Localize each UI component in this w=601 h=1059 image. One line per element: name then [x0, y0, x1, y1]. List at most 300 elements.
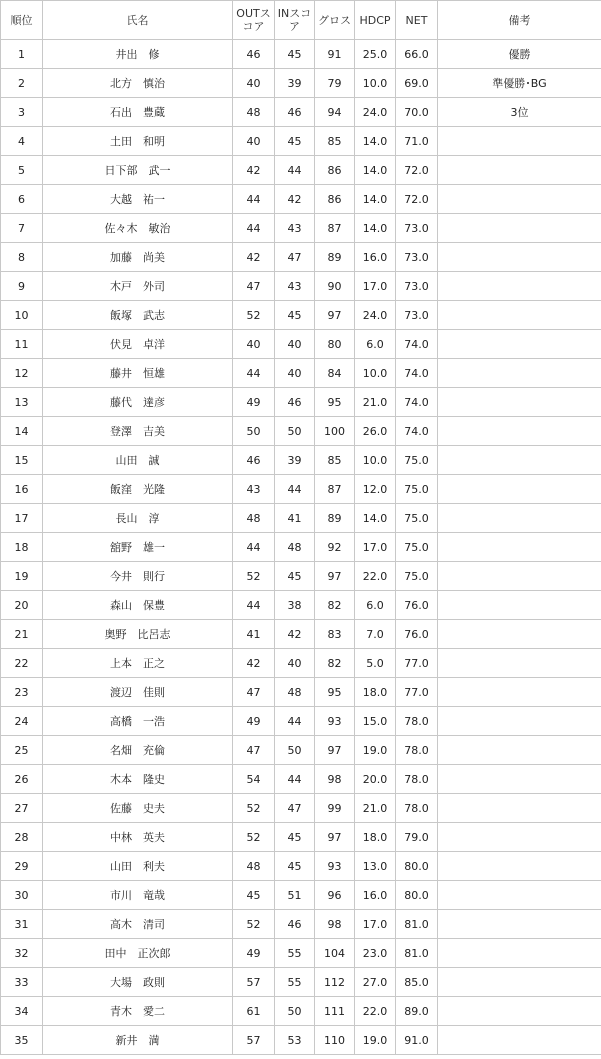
name-cell: 長山 淳: [43, 504, 233, 533]
table-row: [1, 533, 601, 562]
hdcp-cell: 6.0: [355, 591, 396, 620]
out-score-cell: 57: [233, 968, 275, 997]
gross-cell: 79: [315, 69, 355, 98]
header-note: 備考: [438, 1, 601, 40]
name-cell: 伏見 卓洋: [43, 330, 233, 359]
net-cell: 78.0: [396, 707, 438, 736]
rank-cell: 9: [1, 272, 43, 301]
gross-cell: 104: [315, 939, 355, 968]
name-cell: 山田 誠: [43, 446, 233, 475]
rank-cell: 18: [1, 533, 43, 562]
net-cell: 74.0: [396, 388, 438, 417]
gross-cell: 111: [315, 997, 355, 1026]
out-score-cell: 48: [233, 98, 275, 127]
in-score-cell: 43: [275, 272, 315, 301]
table-row: [1, 823, 601, 852]
in-score-cell: 46: [275, 98, 315, 127]
note-cell: [438, 591, 601, 620]
note-cell: [438, 997, 601, 1026]
net-cell: 78.0: [396, 794, 438, 823]
gross-cell: 86: [315, 185, 355, 214]
in-score-cell: 44: [275, 707, 315, 736]
hdcp-cell: 14.0: [355, 127, 396, 156]
table-row: [1, 417, 601, 446]
rank-cell: 8: [1, 243, 43, 272]
header-name: 氏名: [43, 1, 233, 40]
table-row: [1, 243, 601, 272]
out-score-cell: 42: [233, 156, 275, 185]
hdcp-cell: 17.0: [355, 533, 396, 562]
net-cell: 72.0: [396, 156, 438, 185]
gross-cell: 91: [315, 40, 355, 69]
hdcp-cell: 21.0: [355, 794, 396, 823]
hdcp-cell: 16.0: [355, 881, 396, 910]
net-cell: 91.0: [396, 1026, 438, 1055]
in-score-cell: 48: [275, 678, 315, 707]
rank-cell: 29: [1, 852, 43, 881]
in-score-cell: 40: [275, 649, 315, 678]
out-score-cell: 44: [233, 359, 275, 388]
note-cell: [438, 794, 601, 823]
name-cell: 井出 修: [43, 40, 233, 69]
gross-cell: 93: [315, 707, 355, 736]
table-row: [1, 794, 601, 823]
in-score-cell: 45: [275, 40, 315, 69]
in-score-cell: 45: [275, 852, 315, 881]
hdcp-cell: 17.0: [355, 272, 396, 301]
header-gross: グロス: [315, 1, 355, 40]
table-row: [1, 214, 601, 243]
gross-cell: 92: [315, 533, 355, 562]
rank-cell: 24: [1, 707, 43, 736]
rank-cell: 19: [1, 562, 43, 591]
note-cell: [438, 330, 601, 359]
hdcp-cell: 18.0: [355, 678, 396, 707]
name-cell: 山田 利夫: [43, 852, 233, 881]
table-row: [1, 620, 601, 649]
table-body: [1, 40, 601, 1055]
rank-cell: 16: [1, 475, 43, 504]
hdcp-cell: 19.0: [355, 1026, 396, 1055]
rank-cell: 26: [1, 765, 43, 794]
rank-cell: 3: [1, 98, 43, 127]
net-cell: 71.0: [396, 127, 438, 156]
out-score-cell: 46: [233, 40, 275, 69]
rank-cell: 35: [1, 1026, 43, 1055]
gross-cell: 110: [315, 1026, 355, 1055]
hdcp-cell: 24.0: [355, 301, 396, 330]
rank-cell: 31: [1, 910, 43, 939]
note-cell: [438, 765, 601, 794]
rank-cell: 11: [1, 330, 43, 359]
note-cell: 優勝: [438, 40, 601, 69]
gross-cell: 82: [315, 649, 355, 678]
net-cell: 70.0: [396, 98, 438, 127]
rank-cell: 21: [1, 620, 43, 649]
net-cell: 74.0: [396, 330, 438, 359]
net-cell: 75.0: [396, 533, 438, 562]
out-score-cell: 47: [233, 272, 275, 301]
rank-cell: 22: [1, 649, 43, 678]
table-row: [1, 301, 601, 330]
note-cell: [438, 852, 601, 881]
note-cell: [438, 910, 601, 939]
out-score-cell: 42: [233, 649, 275, 678]
name-cell: 藤代 達彦: [43, 388, 233, 417]
name-cell: 森山 保豊: [43, 591, 233, 620]
rank-cell: 27: [1, 794, 43, 823]
note-cell: [438, 620, 601, 649]
rank-cell: 1: [1, 40, 43, 69]
gross-cell: 100: [315, 417, 355, 446]
name-cell: 大場 政則: [43, 968, 233, 997]
note-cell: [438, 272, 601, 301]
note-cell: [438, 156, 601, 185]
table-row: [1, 939, 601, 968]
rank-cell: 20: [1, 591, 43, 620]
hdcp-cell: 27.0: [355, 968, 396, 997]
table-row: [1, 272, 601, 301]
net-cell: 89.0: [396, 997, 438, 1026]
out-score-cell: 45: [233, 881, 275, 910]
in-score-cell: 50: [275, 417, 315, 446]
name-cell: 舘野 雄一: [43, 533, 233, 562]
gross-cell: 97: [315, 736, 355, 765]
out-score-cell: 52: [233, 823, 275, 852]
name-cell: 今井 則行: [43, 562, 233, 591]
table-row: [1, 562, 601, 591]
rank-cell: 23: [1, 678, 43, 707]
table-row: [1, 910, 601, 939]
hdcp-cell: 26.0: [355, 417, 396, 446]
in-score-cell: 45: [275, 823, 315, 852]
gross-cell: 95: [315, 388, 355, 417]
out-score-cell: 44: [233, 533, 275, 562]
rank-cell: 14: [1, 417, 43, 446]
in-score-cell: 50: [275, 736, 315, 765]
net-cell: 74.0: [396, 417, 438, 446]
note-cell: [438, 243, 601, 272]
out-score-cell: 50: [233, 417, 275, 446]
rank-cell: 32: [1, 939, 43, 968]
gross-cell: 97: [315, 823, 355, 852]
table-row: [1, 127, 601, 156]
table-row: [1, 997, 601, 1026]
name-cell: 佐々木 敏治: [43, 214, 233, 243]
header-in-score: INスコア: [275, 1, 315, 40]
rank-cell: 10: [1, 301, 43, 330]
name-cell: 市川 竜哉: [43, 881, 233, 910]
gross-cell: 90: [315, 272, 355, 301]
in-score-cell: 42: [275, 620, 315, 649]
note-cell: 3位: [438, 98, 601, 127]
name-cell: 中林 英夫: [43, 823, 233, 852]
out-score-cell: 44: [233, 214, 275, 243]
out-score-cell: 42: [233, 243, 275, 272]
name-cell: 登澤 吉美: [43, 417, 233, 446]
hdcp-cell: 10.0: [355, 359, 396, 388]
in-score-cell: 39: [275, 446, 315, 475]
net-cell: 66.0: [396, 40, 438, 69]
note-cell: 準優勝･BG: [438, 69, 601, 98]
in-score-cell: 53: [275, 1026, 315, 1055]
name-cell: 名畑 充倫: [43, 736, 233, 765]
note-cell: [438, 417, 601, 446]
rank-cell: 34: [1, 997, 43, 1026]
table-row: [1, 446, 601, 475]
net-cell: 76.0: [396, 620, 438, 649]
out-score-cell: 46: [233, 446, 275, 475]
table-row: [1, 591, 601, 620]
net-cell: 79.0: [396, 823, 438, 852]
net-cell: 75.0: [396, 562, 438, 591]
out-score-cell: 40: [233, 69, 275, 98]
net-cell: 73.0: [396, 272, 438, 301]
gross-cell: 112: [315, 968, 355, 997]
name-cell: 木戸 外司: [43, 272, 233, 301]
name-cell: 新井 満: [43, 1026, 233, 1055]
in-score-cell: 44: [275, 765, 315, 794]
gross-cell: 97: [315, 301, 355, 330]
rank-cell: 6: [1, 185, 43, 214]
gross-cell: 95: [315, 678, 355, 707]
name-cell: 佐藤 史夫: [43, 794, 233, 823]
table-row: [1, 968, 601, 997]
gross-cell: 86: [315, 156, 355, 185]
out-score-cell: 49: [233, 388, 275, 417]
table-row: [1, 40, 601, 69]
header-out-score: OUTスコア: [233, 1, 275, 40]
header-rank: 順位: [1, 1, 43, 40]
table-row: [1, 156, 601, 185]
gross-cell: 97: [315, 562, 355, 591]
in-score-cell: 55: [275, 968, 315, 997]
hdcp-cell: 21.0: [355, 388, 396, 417]
net-cell: 80.0: [396, 881, 438, 910]
note-cell: [438, 504, 601, 533]
gross-cell: 98: [315, 910, 355, 939]
note-cell: [438, 214, 601, 243]
in-score-cell: 44: [275, 475, 315, 504]
name-cell: 飯塚 武志: [43, 301, 233, 330]
name-cell: 日下部 武一: [43, 156, 233, 185]
table-row: [1, 185, 601, 214]
table-row: [1, 359, 601, 388]
out-score-cell: 44: [233, 591, 275, 620]
table-row: [1, 98, 601, 127]
hdcp-cell: 17.0: [355, 910, 396, 939]
out-score-cell: 48: [233, 852, 275, 881]
net-cell: 78.0: [396, 765, 438, 794]
header-hdcp: HDCP: [355, 1, 396, 40]
net-cell: 75.0: [396, 475, 438, 504]
name-cell: 加藤 尚美: [43, 243, 233, 272]
rank-cell: 28: [1, 823, 43, 852]
note-cell: [438, 649, 601, 678]
gross-cell: 99: [315, 794, 355, 823]
gross-cell: 89: [315, 504, 355, 533]
hdcp-cell: 14.0: [355, 185, 396, 214]
note-cell: [438, 533, 601, 562]
name-cell: 高木 清司: [43, 910, 233, 939]
gross-cell: 93: [315, 852, 355, 881]
note-cell: [438, 881, 601, 910]
table-row: [1, 649, 601, 678]
in-score-cell: 40: [275, 359, 315, 388]
hdcp-cell: 25.0: [355, 40, 396, 69]
out-score-cell: 61: [233, 997, 275, 1026]
net-cell: 77.0: [396, 678, 438, 707]
gross-cell: 84: [315, 359, 355, 388]
rank-cell: 33: [1, 968, 43, 997]
net-cell: 78.0: [396, 736, 438, 765]
table-row: [1, 707, 601, 736]
hdcp-cell: 19.0: [355, 736, 396, 765]
net-cell: 81.0: [396, 910, 438, 939]
net-cell: 76.0: [396, 591, 438, 620]
in-score-cell: 46: [275, 388, 315, 417]
out-score-cell: 52: [233, 562, 275, 591]
in-score-cell: 43: [275, 214, 315, 243]
net-cell: 81.0: [396, 939, 438, 968]
rank-cell: 15: [1, 446, 43, 475]
rank-cell: 5: [1, 156, 43, 185]
note-cell: [438, 823, 601, 852]
hdcp-cell: 20.0: [355, 765, 396, 794]
in-score-cell: 42: [275, 185, 315, 214]
rank-cell: 7: [1, 214, 43, 243]
note-cell: [438, 968, 601, 997]
gross-cell: 85: [315, 446, 355, 475]
note-cell: [438, 446, 601, 475]
rank-cell: 13: [1, 388, 43, 417]
name-cell: 石出 豊蔵: [43, 98, 233, 127]
rank-cell: 30: [1, 881, 43, 910]
gross-cell: 89: [315, 243, 355, 272]
rank-cell: 17: [1, 504, 43, 533]
note-cell: [438, 185, 601, 214]
name-cell: 飯窪 光隆: [43, 475, 233, 504]
gross-cell: 87: [315, 475, 355, 504]
table-row: [1, 69, 601, 98]
net-cell: 73.0: [396, 243, 438, 272]
table-row: [1, 736, 601, 765]
note-cell: [438, 939, 601, 968]
net-cell: 75.0: [396, 446, 438, 475]
net-cell: 72.0: [396, 185, 438, 214]
net-cell: 80.0: [396, 852, 438, 881]
gross-cell: 87: [315, 214, 355, 243]
hdcp-cell: 6.0: [355, 330, 396, 359]
in-score-cell: 47: [275, 794, 315, 823]
note-cell: [438, 707, 601, 736]
out-score-cell: 41: [233, 620, 275, 649]
out-score-cell: 48: [233, 504, 275, 533]
net-cell: 69.0: [396, 69, 438, 98]
gross-cell: 82: [315, 591, 355, 620]
in-score-cell: 51: [275, 881, 315, 910]
net-cell: 75.0: [396, 504, 438, 533]
in-score-cell: 44: [275, 156, 315, 185]
out-score-cell: 52: [233, 910, 275, 939]
out-score-cell: 52: [233, 794, 275, 823]
in-score-cell: 45: [275, 127, 315, 156]
in-score-cell: 39: [275, 69, 315, 98]
in-score-cell: 55: [275, 939, 315, 968]
hdcp-cell: 10.0: [355, 69, 396, 98]
hdcp-cell: 14.0: [355, 156, 396, 185]
name-cell: 奥野 比呂志: [43, 620, 233, 649]
note-cell: [438, 678, 601, 707]
table-row: [1, 881, 601, 910]
net-cell: 85.0: [396, 968, 438, 997]
in-score-cell: 46: [275, 910, 315, 939]
rank-cell: 25: [1, 736, 43, 765]
out-score-cell: 47: [233, 678, 275, 707]
out-score-cell: 47: [233, 736, 275, 765]
out-score-cell: 57: [233, 1026, 275, 1055]
note-cell: [438, 127, 601, 156]
gross-cell: 80: [315, 330, 355, 359]
out-score-cell: 49: [233, 707, 275, 736]
header-net: NET: [396, 1, 438, 40]
note-cell: [438, 301, 601, 330]
hdcp-cell: 5.0: [355, 649, 396, 678]
hdcp-cell: 16.0: [355, 243, 396, 272]
in-score-cell: 40: [275, 330, 315, 359]
hdcp-cell: 10.0: [355, 446, 396, 475]
in-score-cell: 45: [275, 562, 315, 591]
name-cell: 青木 愛二: [43, 997, 233, 1026]
out-score-cell: 43: [233, 475, 275, 504]
name-cell: 渡辺 佳則: [43, 678, 233, 707]
hdcp-cell: 24.0: [355, 98, 396, 127]
table-row: [1, 504, 601, 533]
hdcp-cell: 22.0: [355, 562, 396, 591]
table-row: [1, 678, 601, 707]
out-score-cell: 52: [233, 301, 275, 330]
table-row: [1, 1026, 601, 1055]
net-cell: 77.0: [396, 649, 438, 678]
hdcp-cell: 13.0: [355, 852, 396, 881]
note-cell: [438, 562, 601, 591]
name-cell: 藤井 恒雄: [43, 359, 233, 388]
table-row: [1, 765, 601, 794]
table-row: [1, 330, 601, 359]
hdcp-cell: 18.0: [355, 823, 396, 852]
name-cell: 土田 和明: [43, 127, 233, 156]
in-score-cell: 47: [275, 243, 315, 272]
name-cell: 高橋 一浩: [43, 707, 233, 736]
table-row: [1, 388, 601, 417]
out-score-cell: 49: [233, 939, 275, 968]
net-cell: 73.0: [396, 301, 438, 330]
net-cell: 74.0: [396, 359, 438, 388]
name-cell: 上本 正之: [43, 649, 233, 678]
note-cell: [438, 1026, 601, 1055]
hdcp-cell: 23.0: [355, 939, 396, 968]
rank-cell: 2: [1, 69, 43, 98]
rank-cell: 12: [1, 359, 43, 388]
note-cell: [438, 359, 601, 388]
hdcp-cell: 14.0: [355, 214, 396, 243]
net-cell: 73.0: [396, 214, 438, 243]
in-score-cell: 50: [275, 997, 315, 1026]
rank-cell: 4: [1, 127, 43, 156]
note-cell: [438, 475, 601, 504]
in-score-cell: 41: [275, 504, 315, 533]
gross-cell: 98: [315, 765, 355, 794]
